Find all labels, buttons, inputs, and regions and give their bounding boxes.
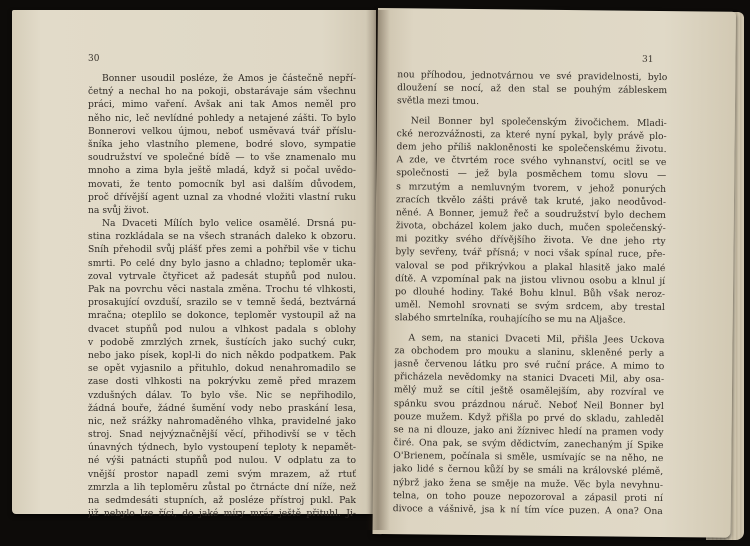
text-line: nic, než srážky nahromaděného vlhka, pravidelné jako [88,415,356,427]
text-line: valoval se pod přikrývkou a plakal hlasitě jako malé [395,259,666,274]
text-line: zmrzla a lih teploměru zůstal po čtrnácte dní níže, než [88,481,356,493]
text-line: v podobě zmrzlých zrnek, šustících jako suchý cukr, [88,336,356,348]
text-line: cké nerozvážnosti, za které nyní pykal, byly právě plo- [396,127,667,142]
text-line: smrti. Po celé dny bylo jasno a chladno; teploměr uka- [88,257,356,269]
text-line: po dlouhé hodiny. Také Bohu klnul. Bůh však neroz- [394,286,666,301]
text-line: mi pozitky svého dřívějšího života. Ve dne jeho rty [395,233,666,248]
left-page [12,10,376,520]
text-line: se na ni dlouze, jako ani žíznivec hledí na pramen vody [393,424,664,438]
text-line: zase dosti vlhkosti na pokrývku země před mrazem [88,376,356,388]
text-line: nýbrž jako žena se směje na muže. Věc byla nevyhnu- [392,476,664,491]
text-line: né výši patnácti stupňů pod nulou. V odplatu za to [88,455,356,467]
text-line: Bonnerovi velkou újmou, neboť usměvavá tvář příslu- [88,125,356,137]
text-line: s mrzutým a nemluvným tvorem, v jehož ponurých [396,180,667,195]
text-line: zoval vytrvale čtyřicet až padesát stupňů pod nulou. [88,270,356,282]
text-line: telna, on toho pouze nepozoroval a zápasil proti ní [392,489,663,504]
text-line: práci, mimo vaření. Avšak ani tak Amos neměl pro [88,99,356,111]
text-line: dvacet stupňů pod nulou a vlhkost padala s oblohy [88,323,356,335]
right-page-text [393,68,668,518]
text-line: žádná bouře, žádné šumění vody nebo praskání lesa, [88,402,356,414]
text-line: soudružství ve společné bídě — to vše znamenalo mu [88,152,356,164]
text-line: dloužení se nocí, až den stal se pouhým zábleskem [397,82,668,97]
text-line: vzdušných dálav. To bylo vše. Nic se nepřihodilo, [88,389,356,401]
text-line: jako lidé s černou kůží by se smáli na královské plémě, [393,463,664,478]
text-line: pouze mužem. Když přišla po prvé do skladu, zahleděl [393,410,664,425]
text-line: života, obcházel kolem jako duch, mučen společenský- [395,220,666,235]
text-line: slabého smrtelníka, rouhajícího se mu na Aljašce. [394,312,626,326]
text-line: divoce a vášnivě, jsa k ní tím více puzen. A ona? Ona [392,503,663,518]
text-line: prosakující ovzduší, srazilo se v temně šedá, beztvárná [88,297,356,309]
text-line: zracích tkvělo zášti právě tak kruté, jako neodůvod- [395,193,667,208]
text-line: Sníh přehodil svůj plášť přes zemi a pohřbil vše v tichu [88,244,356,256]
text-line: mračna; oteplilo se dokonce, teploměr vystoupil až na [88,310,356,322]
left-page-text [88,72,356,520]
text-line: O'Brienem, počínala si směle, usmívajíc se na něho, ne [393,450,664,465]
left-page-number: 30 [88,54,100,64]
text-line: Na Dvaceti Mílích bylo velice osamělé. Drsná pu- [102,218,356,230]
text-line: Pak na povrchu věci nastala změna. Trochu té vlhkosti, [88,284,356,295]
text-line: přicházela nevědomky na stanici Dvaceti Mil, aby osa- [394,371,665,386]
text-line: již nebylo lze říci, do jaké míry mráz ještě přituhl. Ji- [88,508,356,520]
text-line: nebo jako písek, kopl-li do nich někdo podpatkem. Pak [88,349,356,361]
text-line: na svůj život. [88,204,150,216]
text-line: proč dřívější agent uznal za vhodné vložiti vlastní ruku [88,191,356,203]
text-line: stina rozkládala se na všech stranách daleko k obzoru. [88,231,356,243]
text-line: četný a nechal ho na pokoji, obstarávaje sám všechnu [88,86,356,98]
text-line: mnoho a zima byla ještě mladá, když si počal uvědo- [88,165,356,177]
text-line: spánku svou prázdnou náruč. Neboť Neil Bonner byl [393,397,664,412]
text-line: vnější prostor napadl zemi svým mrazem, až rtuť [88,468,356,480]
text-line: světla mezi tmou. [396,95,480,108]
text-line: něné. A Bonner, jemuž řeč a soudružství bylo dechem [395,207,666,221]
text-line: něho nic, leč nevlídné pohledy a netajené zášti. To bylo [88,112,356,124]
text-line: se opět vyjasnilo a přituhlo, dokud nenahromadilo se [88,363,356,375]
text-line: na sedmdesáti stupních, až posléze přístroj pukl. Pak [88,495,356,506]
text-line: byly sevřeny, tvář přísná; v noci však spínal ruce, pře- [395,246,666,261]
text-line: Bonner usoudil posléze, že Amos je částečně nepří- [102,73,356,84]
text-line: šníka jeho vlastního plemene, bodré slovo, sympatie [88,138,356,150]
text-line: A zde, ve čtvrtém roce svého vyhnanství, ocitl se ve [396,154,667,169]
right-page [372,8,735,538]
text-line: stroj. Snad nejvýznačnější věcí, přihodivší se v těch [88,429,356,441]
text-line: čiré. Ona pak, se svým dědictvím, zanechaným jí Spike [393,437,664,452]
text-line: společnosti — jež byla posměchem tomu slovu — [396,167,667,182]
open-book [6,4,746,542]
text-line: dítě. A vzpomínal pak na jistou vlivnou osobu a klnul jí [395,273,666,287]
text-line: za obchodem pro mouku a slaninu, skleněné perly a [394,344,665,359]
text-line: jasně červenou látku pro své ruční práce. A mimo to [394,358,665,372]
text-line: movati, že tento pomocník byl asi dalším důvodem, [88,178,356,190]
text-line: Neil Bonner byl společenským živočichem. Mladi- [410,114,667,129]
text-line: A sem, na stanici Dvaceti Mil, přišla Jees Uckova [408,331,665,346]
text-line: únavných týdnech, bylo vystoupení teploty k nepamět- [88,442,356,454]
right-page-number: 31 [641,54,654,65]
text-line: uměl. Nemohl srovnati se svým srdcem, aby trestal [394,299,665,314]
text-line: mělý muž se cítil ještě osamělejším, aby rozvíral ve [393,384,665,399]
text-line: nou příhodou, jednotvárnou ve své pravidelnosti, bylo [397,69,668,84]
text-line: dem jeho příliš nakloněnosti ke společenskému životu. [396,141,667,155]
